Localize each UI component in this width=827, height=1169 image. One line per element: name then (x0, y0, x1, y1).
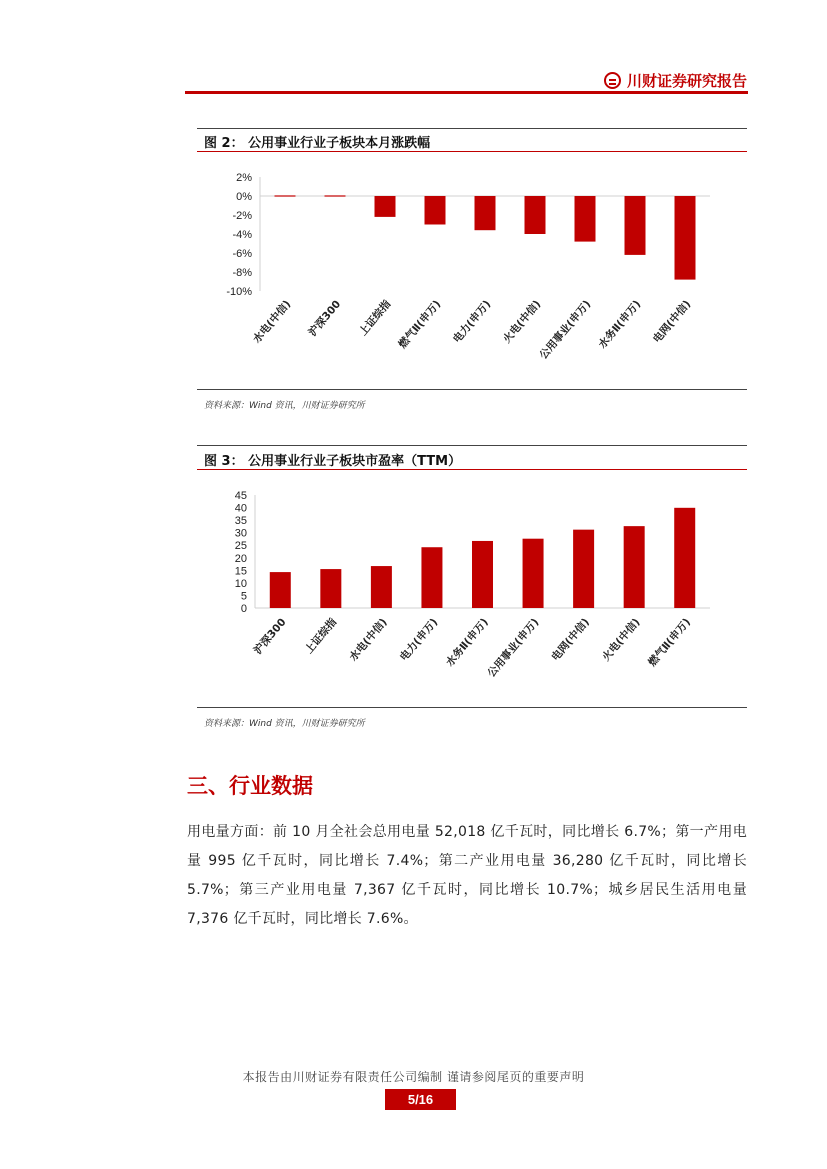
y-tick-label: 25 (234, 540, 247, 553)
bar (371, 566, 392, 608)
y-tick-label: 2% (236, 172, 252, 184)
section-paragraph: 用电量方面：前 10 月全社会总用电量 52,018 亿千瓦时，同比增长 6.7%；第一产用电量 995 亿千瓦时，同比增长 7.4%；第二产业用电量 36,280 亿千瓦时，同比增长 5.7%；第三产业用电量 7,367 亿千瓦时，同比增长 10.7%；城乡居民生活用电量 7,376 亿千瓦时，同比增长 7.6%。 (187, 824, 747, 927)
category-label: 电力(申万) (397, 616, 441, 664)
footer-disclaimer: 本报告由川财证券有限责任公司编制 谨请参阅尾页的重要声明 (242, 1070, 585, 1084)
figure2-top-rule (197, 128, 747, 129)
bar (472, 541, 493, 608)
bar (573, 530, 594, 608)
figure2-bottom-rule (197, 389, 747, 390)
bar (675, 196, 696, 280)
category-label: 燃气Ⅱ(申万) (646, 616, 694, 669)
bar (525, 196, 546, 234)
y-tick-label: 40 (234, 502, 247, 515)
y-tick-label: 5 (240, 590, 247, 603)
y-tick-label: -6% (232, 248, 252, 260)
bar (523, 539, 544, 608)
bar (325, 195, 346, 196)
figure3-chart (197, 478, 747, 700)
figure2-source: 资料来源：Wind 资讯，川财证券研究所 (204, 401, 365, 411)
category-label: 沪深300 (251, 616, 289, 657)
figure3-title-rule (197, 469, 747, 470)
category-label: 电网(中信) (650, 298, 694, 346)
y-tick-label: 0 (240, 603, 247, 615)
category-label: 公用事业(申万) (537, 298, 594, 362)
figure3-title: 图 3： 公用事业行业子板块市盈率（TTM） (204, 454, 462, 469)
bar (421, 547, 442, 608)
category-label: 水务Ⅱ(申万) (596, 298, 644, 351)
category-label: 火电(中信) (500, 298, 544, 346)
bar (320, 569, 341, 608)
category-label: 公用事业(申万) (485, 616, 542, 680)
report-brand (604, 70, 747, 91)
bar (375, 196, 396, 217)
y-tick-label: -10% (226, 286, 252, 298)
bar (270, 572, 291, 608)
bar (475, 196, 496, 230)
figure3-top-rule (197, 445, 747, 446)
figure2-title: 图 2： 公用事业行业子板块本月涨跌幅 (204, 136, 431, 151)
bar (625, 196, 646, 255)
category-label: 电网(中信) (549, 616, 592, 664)
category-label: 火电(中信) (600, 616, 643, 664)
y-tick-label: 20 (234, 552, 247, 565)
y-tick-label: -2% (232, 210, 252, 222)
category-label: 电力(申万) (450, 298, 494, 346)
bar (275, 195, 296, 196)
y-tick-label: 10 (234, 577, 247, 590)
brand-logo-icon (604, 72, 621, 89)
category-label: 上证综指 (302, 616, 340, 657)
bar (674, 508, 695, 608)
figure3-source: 资料来源：Wind 资讯，川财证券研究所 (204, 719, 365, 729)
figure3-bottom-rule (197, 707, 747, 708)
category-label: 水务Ⅱ(申万) (443, 616, 491, 669)
y-tick-label: -4% (232, 229, 252, 241)
figure2-title-rule (197, 151, 747, 152)
y-tick-label: 0% (236, 191, 252, 203)
page-number: 5/16 (385, 1089, 456, 1110)
bar (425, 196, 446, 225)
figure2-chart-svg (197, 160, 747, 380)
figure2-chart (197, 160, 747, 380)
y-tick-label: 30 (234, 527, 247, 540)
figure3-chart-svg (197, 478, 747, 700)
y-tick-label: 35 (234, 515, 247, 528)
bar (624, 526, 645, 608)
brand-name: 川财证券研究报告 (626, 72, 747, 90)
category-label: 沪深300 (306, 298, 344, 339)
header-rule (185, 91, 748, 94)
category-label: 上证综指 (357, 298, 394, 339)
y-tick-label: 45 (234, 490, 247, 502)
category-label: 水电(中信) (347, 616, 390, 664)
category-label: 燃气Ⅱ(申万) (396, 298, 444, 351)
category-label: 水电(中信) (250, 298, 294, 346)
section-heading: 三、行业数据 (187, 773, 313, 798)
y-tick-label: -8% (232, 267, 252, 279)
y-tick-label: 15 (234, 565, 247, 578)
bar (575, 196, 596, 242)
